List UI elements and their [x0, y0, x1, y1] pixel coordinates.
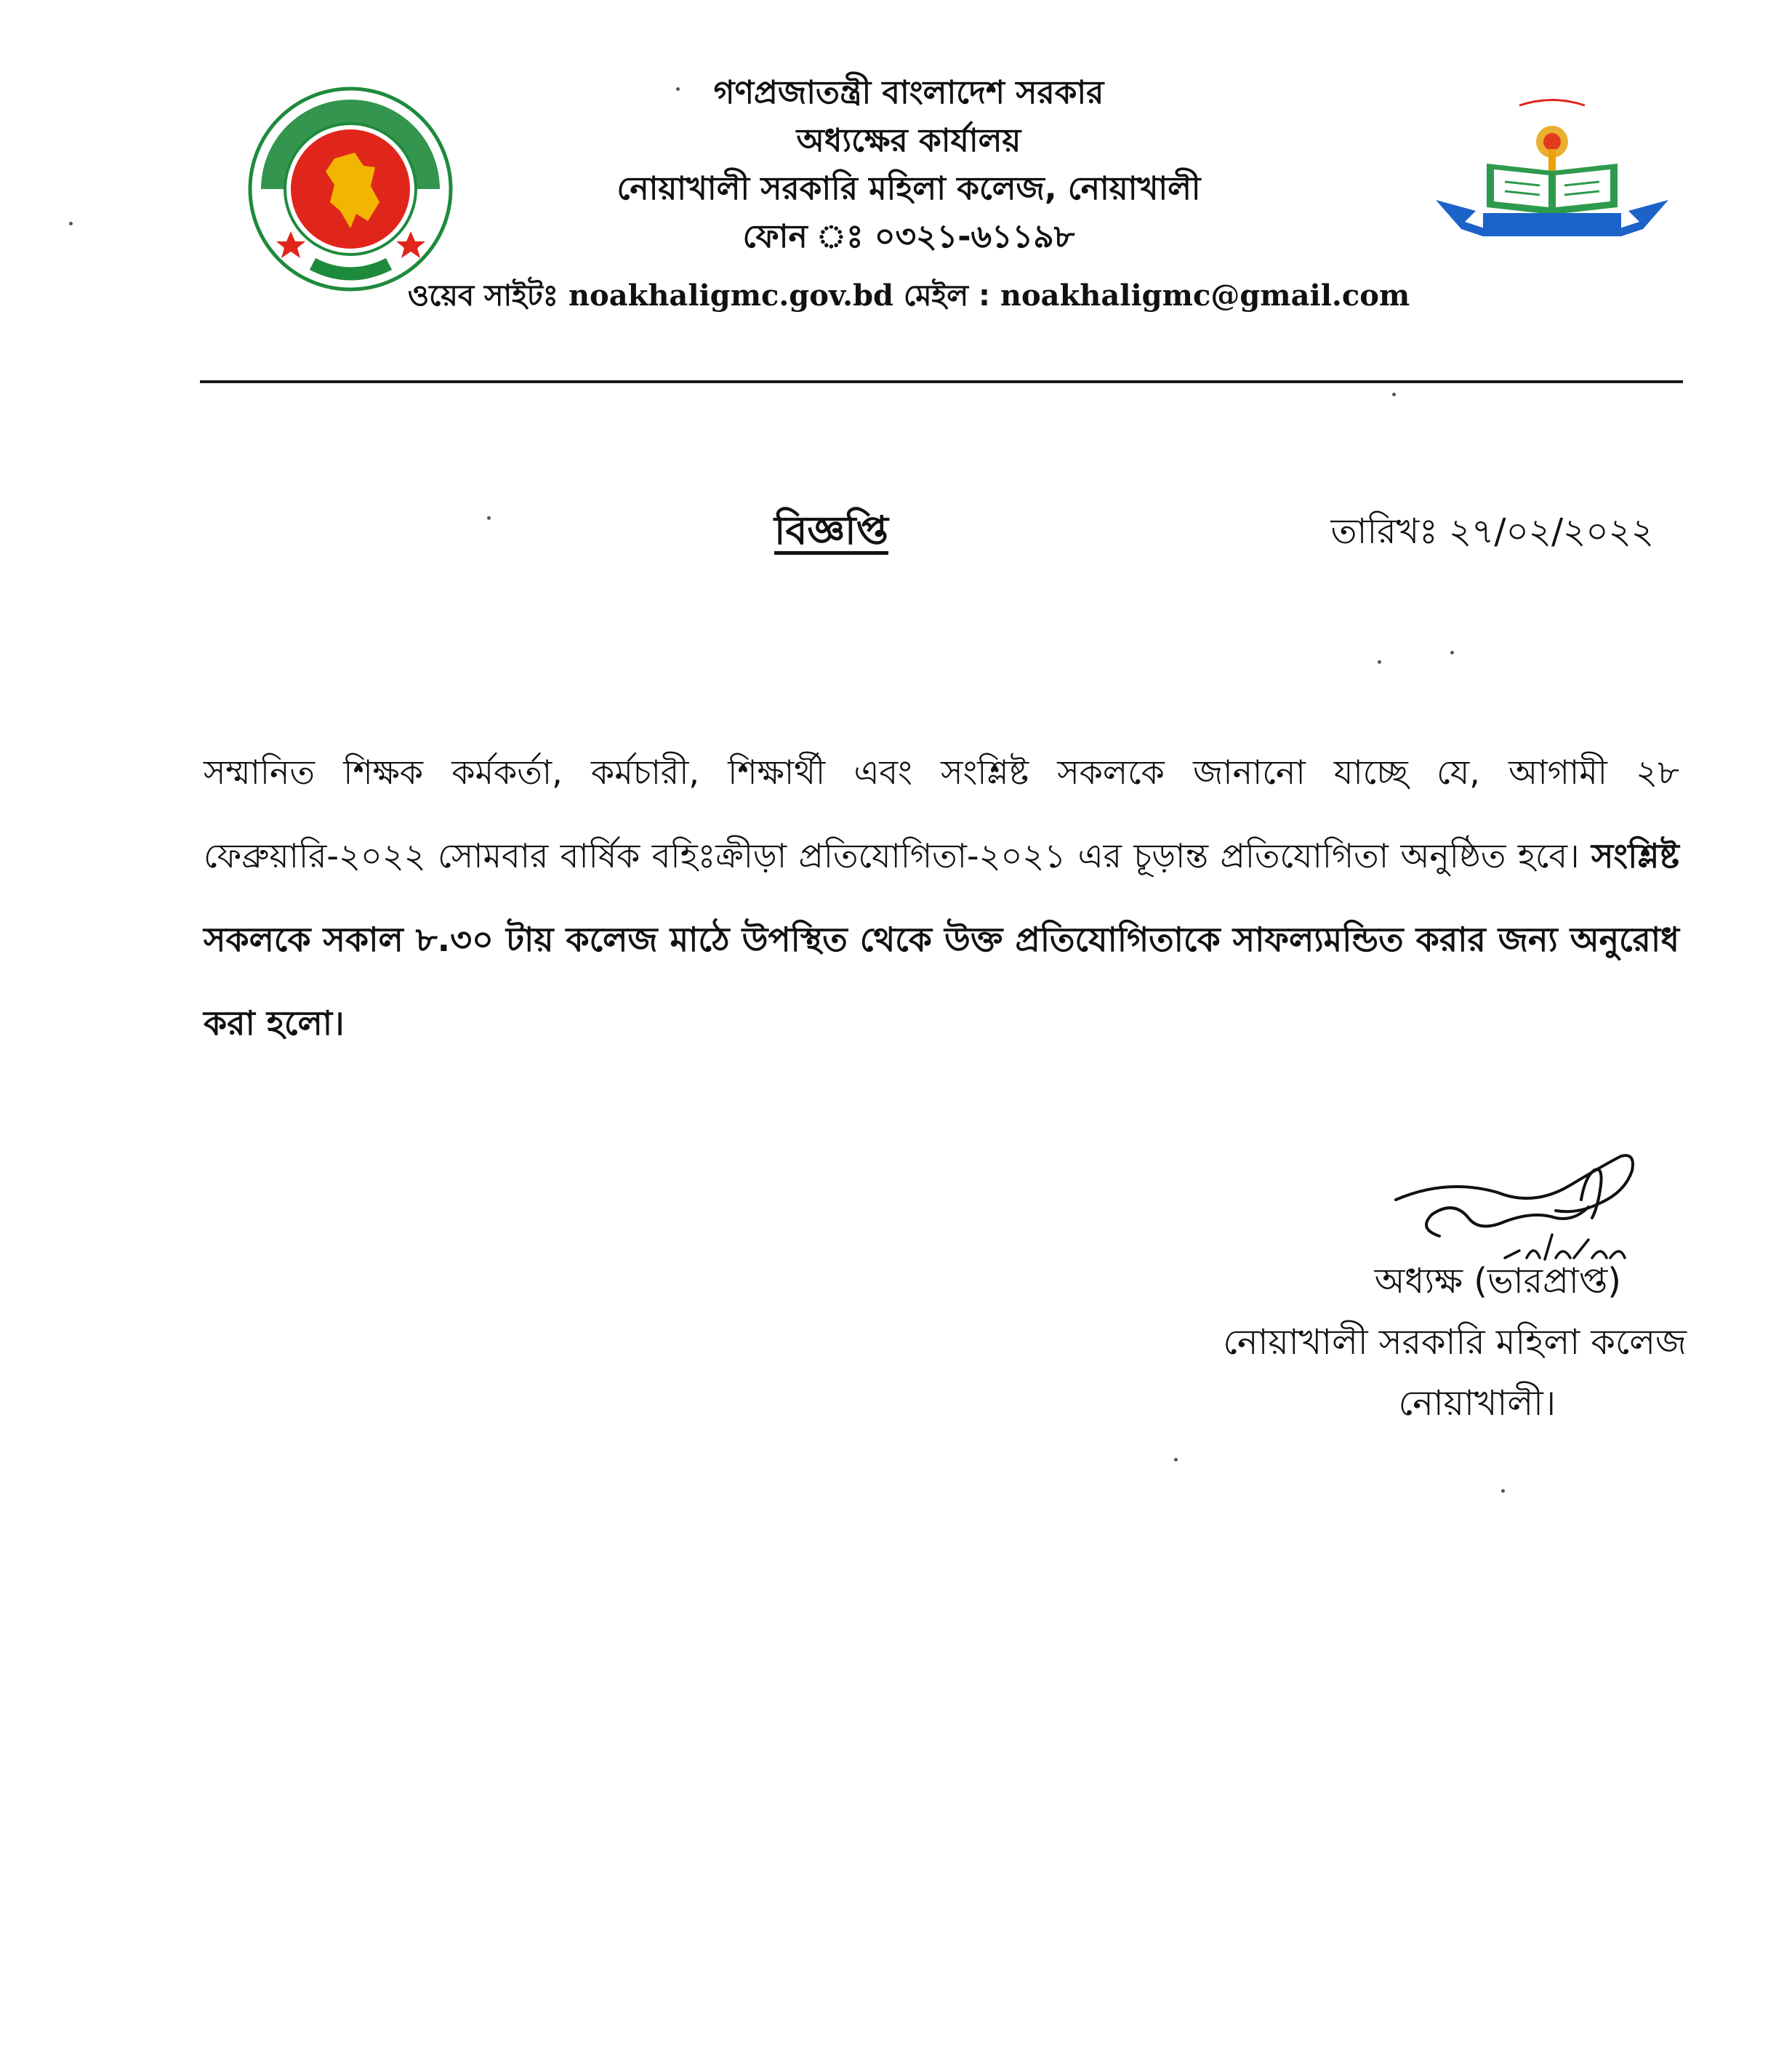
notice-title: বিজ্ঞপ্তি [774, 508, 889, 553]
college-name: নোয়াখালী সরকারি মহিলা কলেজ, নোয়াখালী [616, 170, 1201, 207]
signatory-institution: নোয়াখালী সরকারি মহিলা কলেজ [1223, 1322, 1687, 1363]
contact-line [407, 273, 1410, 321]
scan-speck [69, 222, 73, 225]
government-name: গণপ্রজাতন্ত্রী বাংলাদেশ সরকার [713, 74, 1104, 111]
notice-body [204, 731, 1679, 1065]
scan-speck [1501, 1489, 1505, 1493]
scan-speck [1174, 1458, 1178, 1461]
scan-speck [1378, 660, 1381, 664]
email-link[interactable]: noakhaligmc@gmail.com [1000, 278, 1410, 313]
signatory-title: অধ্যক্ষ (ভারপ্রাপ্ত) [1374, 1261, 1621, 1302]
header-divider [200, 380, 1683, 383]
signature-block [1163, 1251, 1687, 1434]
phone-number: ফোন ঃ ০৩২১-৬১১৯৮ [742, 218, 1075, 255]
signatory-place: নোয়াখালী। [1398, 1383, 1556, 1424]
office-name: অধ্যক্ষের কার্যালয় [796, 122, 1021, 159]
scan-speck [676, 87, 680, 91]
scan-speck [487, 516, 491, 520]
scan-speck [1450, 651, 1454, 654]
body-paragraph-regular: সম্মানিত শিক্ষক কর্মকর্তা, কর্মচারী, শিক্ষার্থী এবং সংশ্লিষ্ট সকলকে জানানো যাচ্ছে যে, আগামী ২৮ ফেব্রুয়ারি-২০২২ সোমবার বার্ষিক বহিঃক্রীড়া প্রতিযোগিতা-২০২১ এর চূড়ান্ত প্রতিযোগিতা অনুষ্ঠিত হবে। [204, 753, 1679, 875]
college-logo-icon [1432, 91, 1672, 247]
body-paragraph-bold: সংশ্লিষ্ট সকলকে সকাল ৮.৩০ টায় কলেজ মাঠে উপস্থিত থেকে উক্ত প্রতিযোগিতাকে সাফল্যমন্ডিত করার জন্য অনুরোধ করা হলো। [204, 836, 1679, 1043]
notice-date: তারিখঃ ২৭/০২/২০২২ [1330, 511, 1654, 552]
website-label: ওয়েব সাইটঃ [407, 279, 558, 313]
email-label: মেইল : [903, 279, 990, 313]
website-link[interactable]: noakhaligmc.gov.bd [568, 278, 894, 313]
letterhead [407, 69, 1410, 261]
scan-speck [1392, 393, 1396, 396]
